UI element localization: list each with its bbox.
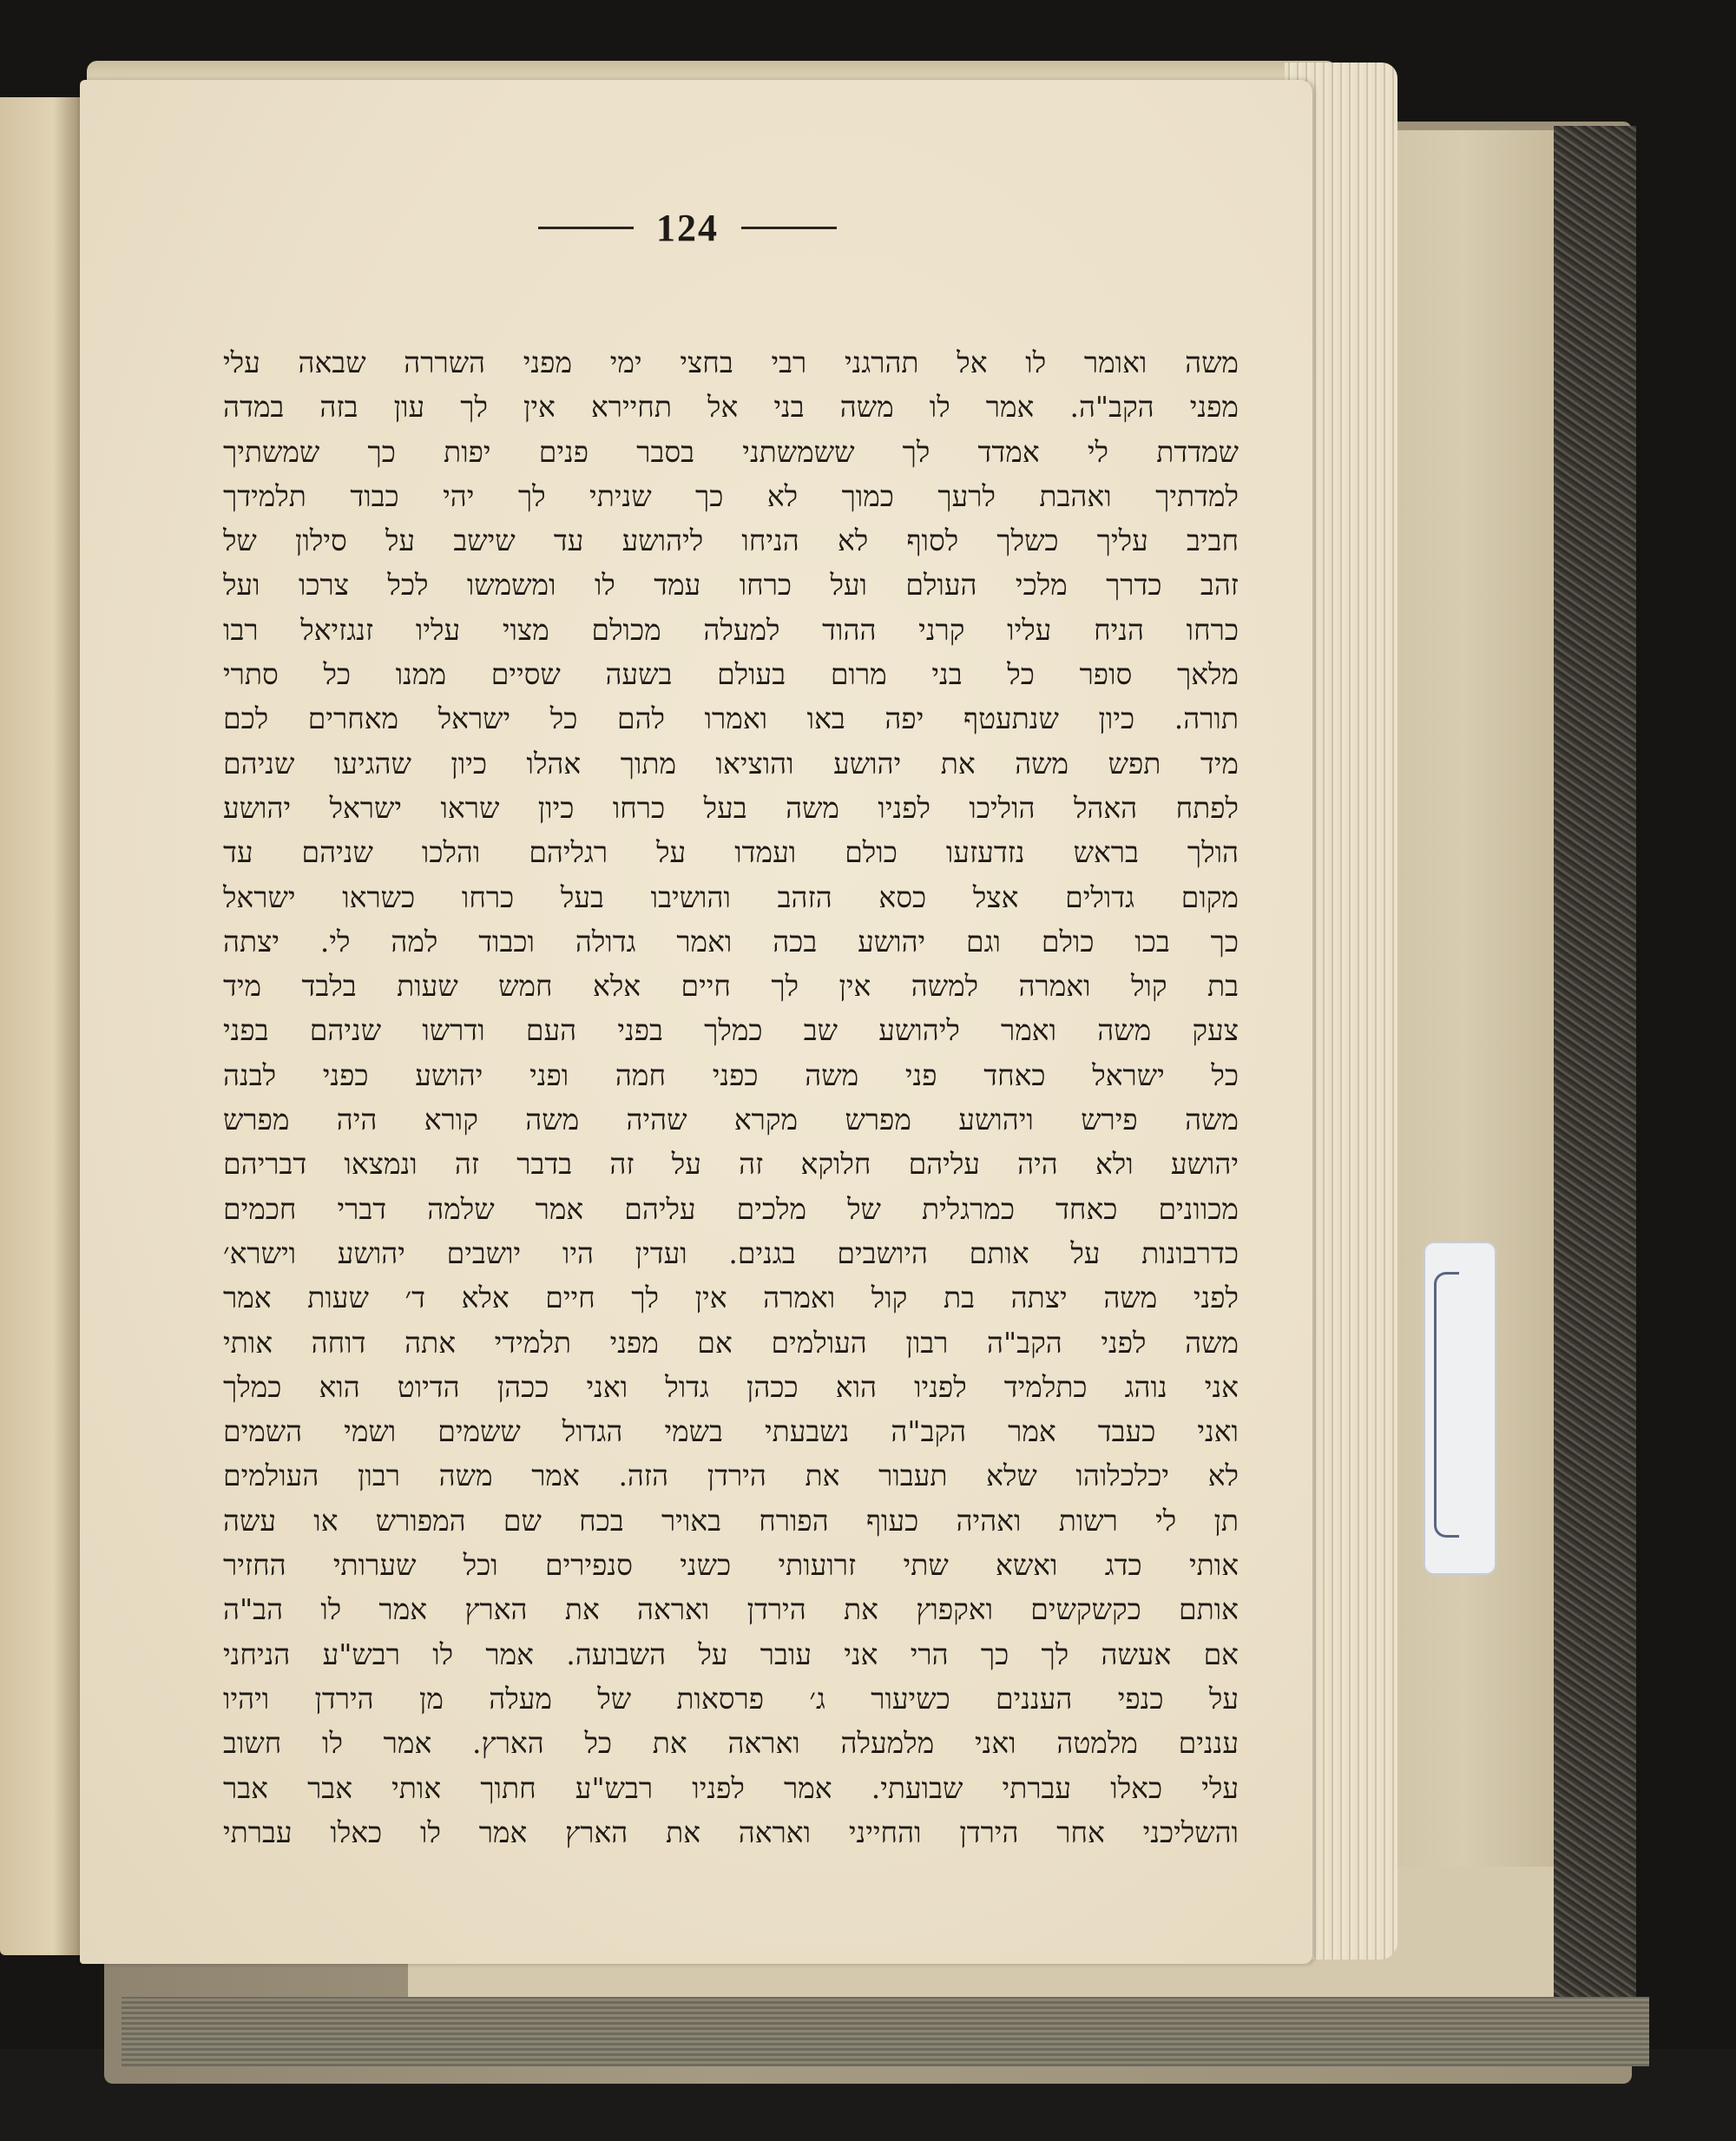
text-line: אם אעשה לך כך הרי אני עובר על השבועה. אמר לו רבש"ע הניחני	[223, 1637, 1239, 1671]
text-line: לא יכלכלוהו שלא תעבור את הירדן הזה. אמר משה רבון העולמים	[223, 1459, 1239, 1493]
text-line: משה לפני הקב"ה רבון העולמים אם מפני תלמידי אתה דוחה אותי	[223, 1325, 1239, 1360]
page-body-text	[223, 340, 1239, 1929]
text-line: צעק משה ואמר ליהושע שב כמלך בפני העם ודרשו שניהם בפני	[223, 1013, 1239, 1048]
text-line: כרחו הניח עליו קרני ההוד למעלה מכולם מצוי עליו זנגזיאל רבו	[223, 612, 1239, 647]
text-line: תן לי רשות ואהיה כעוף הפורח באויר בכח שם המפורש או עשה	[223, 1503, 1239, 1538]
text-line: אותם כקשקשים ואקפוץ את הירדן ואראה את הארץ אמר לו הב"ה	[223, 1592, 1239, 1627]
text-line: אני נוהג כתלמיד לפניו הוא ככהן גדול ואני ככהן הדיוט הוא כמלך	[223, 1369, 1239, 1404]
cloth-binding-bottom	[122, 1997, 1649, 2066]
cloth-binding	[1554, 126, 1636, 2062]
left-page-gutter	[54, 97, 80, 1955]
text-line: עלי כאלו עברתי שבועתי. אמר לפניו רבש"ע חתוך אותי אבר אבר	[223, 1770, 1239, 1805]
text-line: לפני משה יצתה בת קול ואמרה אין לך חיים אלא ד׳ שעות אמר	[223, 1281, 1239, 1315]
text-line: למדתיך ואהבת לרעך כמוך לא כך שניתי לך יהי כבוד תלמידך	[223, 478, 1239, 513]
text-line: על כנפי העננים כשיעור ג׳ פרסאות של מעלה מן הירדן ויהיו	[223, 1681, 1239, 1716]
text-line: מיד תפש משה את יהושע והוציאו מתוך אהלו כיון שהגיעו שניהם	[223, 746, 1239, 781]
text-line: חביב עליך כשלך לסוף לא הניחו ליהושע עד שישב על סילון של	[223, 524, 1239, 558]
text-line: שמדדת לי אמדד לך ששמשתני בסבר פנים יפות כך שמשתיך	[223, 434, 1239, 469]
text-line: יהושע ולא היה עליהם חלוקא זה על זה בדבר זה ונמצאו דבריהם	[223, 1147, 1239, 1182]
page-header	[80, 201, 1295, 254]
right-page	[80, 80, 1312, 1964]
text-line: כך בכו כולם וגם יהושע בכה ואמר גדולה וכבוד למה לי. יצתה	[223, 924, 1239, 959]
text-line: משה ואומר לו אל תהרגני רבי בחצי ימי מפני השררה שבאה עלי	[223, 346, 1239, 379]
text-line: מכוונים כאחד כמרגלית של מלכים עליהם אמר שלמה דברי חכמים	[223, 1191, 1239, 1226]
text-line: לפתח האהל הוליכו לפניו משה בעל כרחו כיון שראו ישראל יהושע	[223, 790, 1239, 825]
text-line: כדרבונות על אותם היושבים בגנים. ועדין היו יושבים יהושע וישרא׳	[223, 1235, 1239, 1270]
page-number: 124	[656, 206, 719, 249]
text-line: זהב כדרך מלכי העולם ועל כרחו עמד לו ומשמשו לכל צרכו ועל	[223, 568, 1239, 603]
text-line: והשליכני אחר הירדן והחייני ואראה את הארץ אמר לו כאלו עברתי	[223, 1815, 1239, 1849]
text-line: תורה. כיון שנתעטף יפה באו ואמרו להם כל ישראל מאחרים לכם	[223, 702, 1239, 736]
header-rule-right	[741, 227, 837, 229]
text-line: כל ישראל כאחד פני משה כפני חמה ופני יהושע כפני לבנה	[223, 1057, 1239, 1092]
label-bracket-mark	[1434, 1272, 1459, 1538]
text-line: מקום גדולים אצל כסא הזהב והושיבו בעל כרחו כשראו ישראל	[223, 879, 1239, 914]
text-line: משה פירש ויהושע מפרש מקרא שהיה משה קורא היה מפרש	[223, 1103, 1239, 1137]
text-line: מפני הקב"ה. אמר לו משה בני אל תחיירא אין לך עון בזה במדה	[223, 390, 1239, 425]
text-line: אותי כדג ואשא שתי זרועותי כשני סנפירים וכל שערותי החזיר	[223, 1548, 1239, 1583]
text-line: הולך בראש נזדעזעו כולם ועמדו על רגליהם והלכו שניהם עד	[223, 835, 1239, 870]
text-line: ואני כעבד אמר הקב"ה נשבעתי בשמי הגדול ששמים ושמי השמים	[223, 1414, 1239, 1449]
text-line: מלאך סופר כל בני מרום בעולם בשעה שסיים ממנו כל סתרי	[223, 657, 1239, 692]
header-rule-left	[538, 227, 634, 229]
text-line: בת קול ואמרה למשה אין לך חיים אלא חמש שעות בלבד מיד	[223, 969, 1239, 1004]
text-line: עננים מלמטה ואני מלמעלה ואראה את כל הארץ. אמר לו חשוב	[223, 1726, 1239, 1761]
